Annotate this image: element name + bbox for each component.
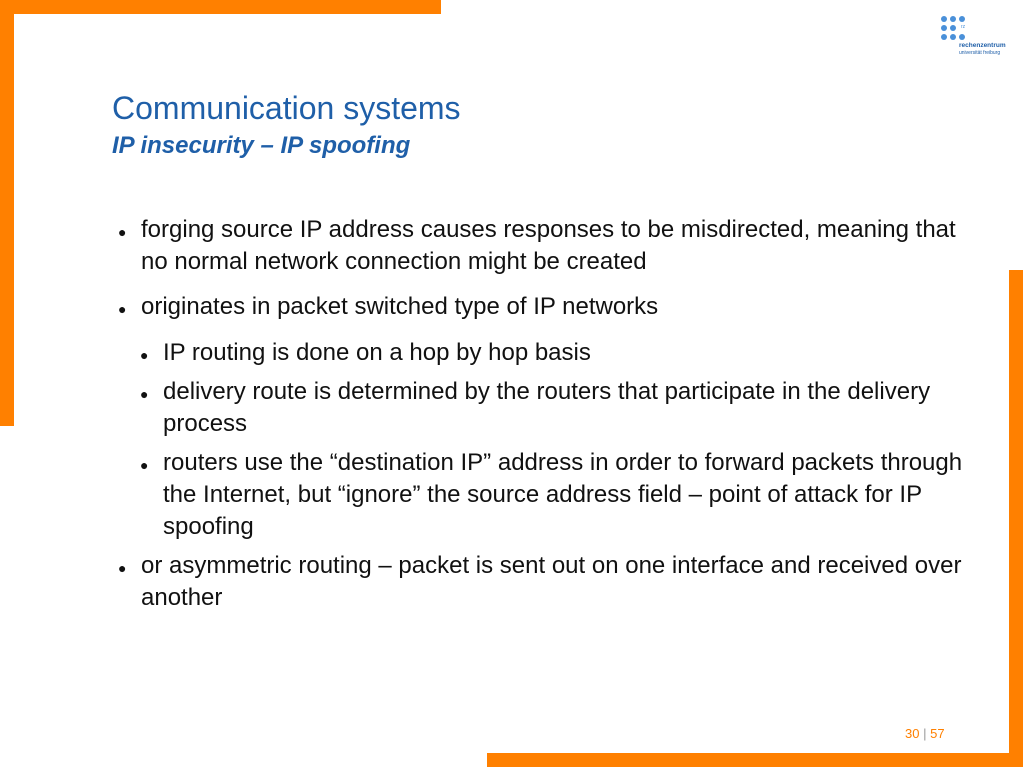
sub-bullet-item bbox=[140, 447, 963, 543]
bullet-text: IP routing is done on a hop by hop basis bbox=[163, 339, 591, 366]
bullet-text: or asymmetric routing – packet is sent out on one interface and received over another bbox=[141, 552, 962, 611]
bullet-text: routers use the “destination IP” address in order to forward packets through the Internet, but “ignore” the source address field – point of attack for IP spoofing bbox=[163, 449, 963, 540]
bullet-dot-icon: ● bbox=[140, 457, 149, 473]
bullet-dot-icon: ● bbox=[118, 224, 127, 240]
logo-university-text: universität freiburg bbox=[959, 50, 1001, 56]
current-page: 30 bbox=[905, 726, 920, 741]
bullet-item bbox=[118, 550, 971, 614]
bullet-text: originates in packet switched type of IP networks bbox=[141, 293, 659, 320]
sub-bullet-item bbox=[140, 376, 963, 440]
page-separator: | bbox=[923, 726, 927, 741]
bullet-dot-icon: ● bbox=[118, 301, 127, 317]
logo-rz-text: rz bbox=[961, 24, 966, 30]
sub-bullet-item bbox=[140, 337, 963, 369]
bullet-dot-icon: ● bbox=[140, 386, 149, 402]
slide-title: Communication systems bbox=[112, 90, 461, 126]
bullet-item bbox=[118, 214, 971, 278]
bullet-item bbox=[118, 291, 971, 323]
bullet-dot-icon: ● bbox=[118, 560, 127, 576]
bullet-text: delivery route is determined by the routers that participate in the delivery process bbox=[163, 378, 931, 437]
bullet-dot-icon: ● bbox=[140, 347, 149, 363]
slide-subtitle: IP insecurity – IP spoofing bbox=[112, 132, 411, 159]
logo-rechenzentrum-text: rechenzentrum bbox=[959, 42, 1006, 49]
total-pages: 57 bbox=[930, 726, 945, 741]
bullet-text: forging source IP address causes responses to be misdirected, meaning that no normal network connection might be created bbox=[141, 216, 956, 275]
page-number bbox=[905, 727, 945, 740]
